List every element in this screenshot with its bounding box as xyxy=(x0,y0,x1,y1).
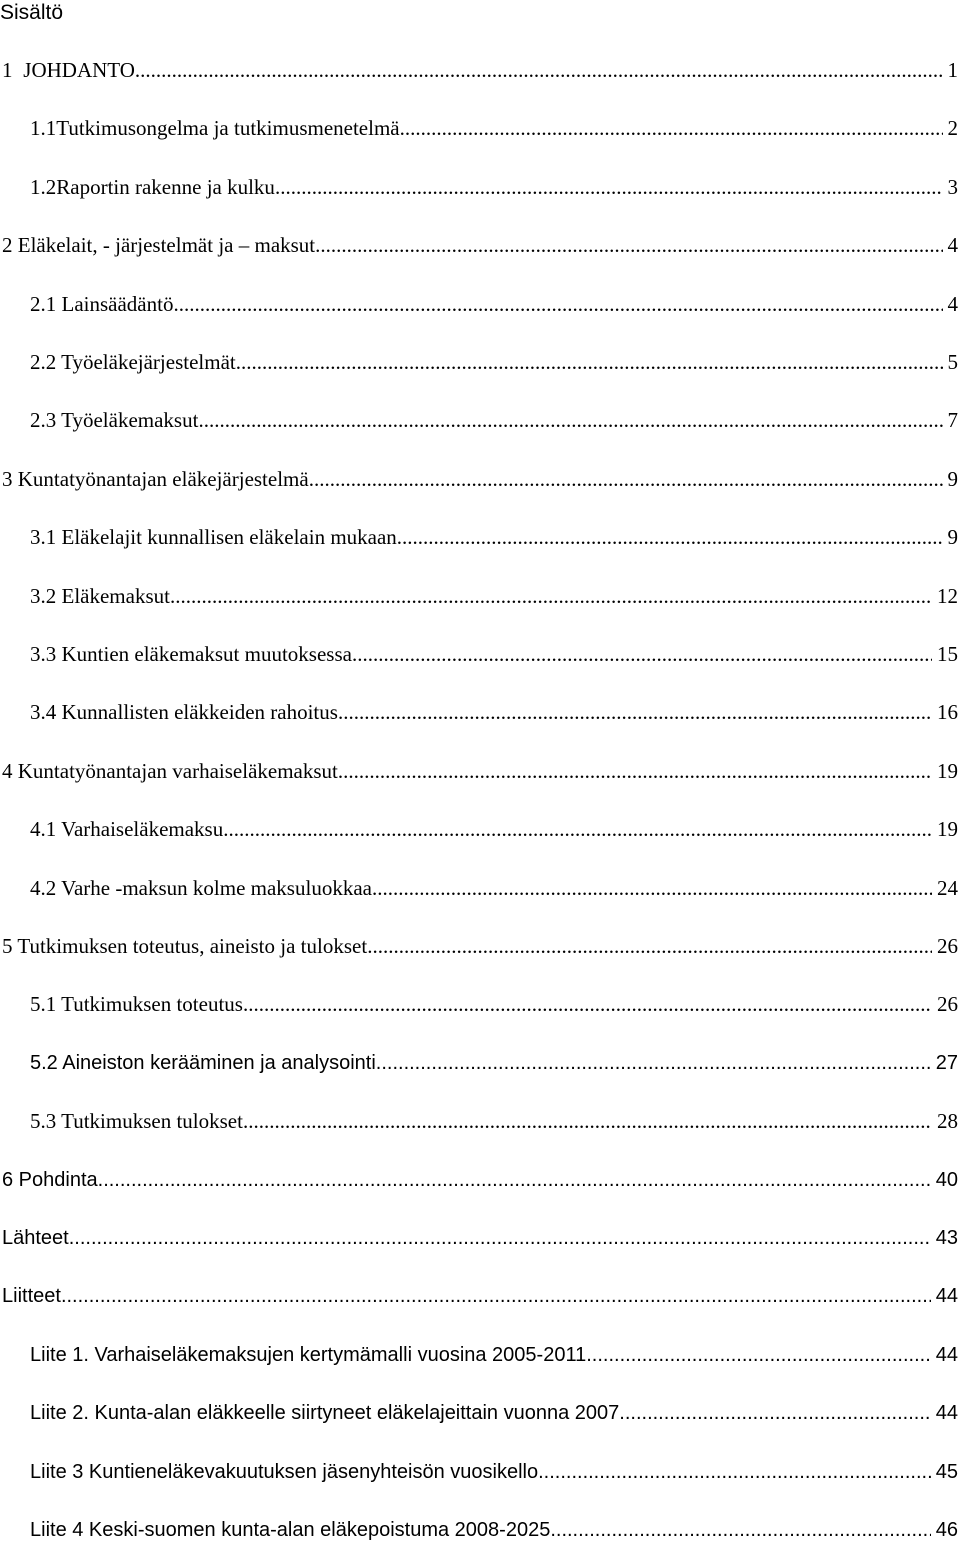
toc-entry-title: 3.4 Kunnallisten eläkkeiden rahoitus xyxy=(30,700,338,725)
toc-entry-page-number: 16 xyxy=(937,700,958,725)
toc-entry-page-number: 19 xyxy=(937,817,958,842)
toc-entry[interactable] xyxy=(30,290,958,318)
toc-entry-page-number: 15 xyxy=(937,642,958,666)
toc-leader-dots xyxy=(309,465,943,493)
toc-entry[interactable] xyxy=(30,173,958,201)
toc-leader-dots xyxy=(315,231,942,259)
toc-entry-title: 2.1 Lainsäädäntö xyxy=(30,291,174,316)
toc-entry-title: 3.1 Eläkelajit kunnallisen eläkelain mukaan xyxy=(30,525,397,550)
toc-entry-page-number: 40 xyxy=(935,1168,958,1191)
toc-leader-dots xyxy=(135,56,943,84)
toc-entry[interactable] xyxy=(30,1458,958,1486)
toc-leader-dots xyxy=(376,1049,931,1077)
toc-entry[interactable] xyxy=(30,114,958,142)
toc-entry[interactable] xyxy=(30,698,958,726)
toc-entry-page-number: 28 xyxy=(937,1109,958,1134)
toc-entry[interactable] xyxy=(2,932,958,960)
toc-entry-number: 1.2 xyxy=(30,174,57,199)
toc-entry-title: 3.3 Kuntien eläkemaksut muutoksessa xyxy=(30,642,352,666)
toc-entry[interactable] xyxy=(30,348,958,376)
toc-leader-dots xyxy=(372,874,932,902)
toc-entry-page-number: 4 xyxy=(947,233,958,258)
toc-entry-number: 1.1 xyxy=(30,116,57,141)
toc-leader-dots xyxy=(170,582,932,610)
toc-entry-title: 4.1 Varhaiseläkemaksu xyxy=(30,817,224,842)
toc-entry[interactable] xyxy=(30,1399,958,1427)
toc-entry[interactable] xyxy=(30,582,958,610)
toc-entry-title: 3 Kuntatyönantajan eläkejärjestelmä xyxy=(2,466,309,491)
toc-entry-title: 5.1 Tutkimuksen toteutus xyxy=(30,992,243,1017)
toc-entry-title: 2 Eläkelait, - järjestelmät ja – maksut xyxy=(2,233,316,258)
toc-entry-page-number: 4 xyxy=(947,291,958,316)
toc-entry[interactable] xyxy=(30,406,958,434)
toc-entry-page-number: 12 xyxy=(937,583,958,608)
toc-entry[interactable] xyxy=(30,1516,958,1544)
toc-entry[interactable] xyxy=(30,1107,958,1135)
toc-entry-page-number: 26 xyxy=(937,992,958,1017)
toc-entry-page-number: 43 xyxy=(935,1227,958,1249)
toc-entry-title: 4.2 Varhe -maksun kolme maksuluokkaa xyxy=(30,875,372,900)
toc-leader-dots xyxy=(275,173,943,201)
toc-entry-title: Liite 3 Kuntieneläkevakuutuksen jäsenyhteisön vuosikello xyxy=(30,1460,539,1483)
toc-entry-page-number: 5 xyxy=(947,350,958,374)
toc-entry[interactable] xyxy=(2,1224,958,1252)
toc-entry[interactable] xyxy=(2,56,958,84)
toc-leader-dots xyxy=(367,932,932,960)
toc-entry[interactable] xyxy=(30,874,958,902)
toc-entry-title: 3.2 Eläkemaksut xyxy=(30,583,170,608)
toc-entry-title: 5.2 Aineiston kerääminen ja analysointi xyxy=(30,1051,376,1074)
toc-entry-page-number: 45 xyxy=(935,1460,958,1483)
toc-entry-page-number: 24 xyxy=(937,875,958,900)
toc-entry-page-number: 44 xyxy=(935,1285,958,1308)
toc-leader-dots xyxy=(338,698,932,726)
toc-entry-page-number: 2 xyxy=(947,116,958,141)
toc-leader-dots xyxy=(223,815,932,843)
toc-entry[interactable] xyxy=(30,1049,958,1077)
toc-entry-title: 4 Kuntatyönantajan varhaiseläkemaksut xyxy=(2,758,338,783)
toc-entry[interactable] xyxy=(30,990,958,1018)
toc-entry[interactable] xyxy=(30,815,958,843)
toc-entry-page-number: 27 xyxy=(935,1051,958,1074)
toc-entry-page-number: 3 xyxy=(947,174,958,199)
toc-entry-number: 1 xyxy=(2,58,13,82)
toc-leader-dots xyxy=(69,1224,931,1252)
toc-leader-dots xyxy=(61,1282,931,1310)
toc-entry[interactable] xyxy=(30,1341,958,1369)
toc-entry-title: Liite 4 Keski-suomen kunta-alan eläkepoistuma 2008-2025 xyxy=(30,1519,551,1541)
toc-entry-title: 2.3 Työeläkemaksut xyxy=(30,408,199,433)
toc-leader-dots xyxy=(338,757,932,785)
toc-entry-page-number: 1 xyxy=(947,58,958,82)
toc-entry-page-number: 9 xyxy=(947,466,958,491)
toc-entry-title: Tutkimusongelma ja tutkimusmenetelmä xyxy=(56,116,400,141)
toc-leader-dots xyxy=(236,348,943,376)
toc-entry-page-number: 44 xyxy=(935,1343,958,1366)
toc-entry-title: Liitteet xyxy=(2,1285,61,1308)
toc-entry-title: Raportin rakenne ja kulku xyxy=(56,174,275,199)
toc-leader-dots xyxy=(619,1399,930,1427)
toc-entry-title: JOHDANTO xyxy=(23,58,135,82)
toc-entry-title: 2.2 Työeläkejärjestelmät xyxy=(30,350,236,374)
toc-entry-title: Liite 1. Varhaiseläkemaksujen kertymämalli vuosina 2005-2011 xyxy=(30,1343,587,1366)
toc-leader-dots xyxy=(243,990,932,1018)
toc-leader-dots xyxy=(352,640,932,668)
toc-entry-title: 5 Tutkimuksen toteutus, aineisto ja tulokset xyxy=(2,934,368,958)
toc-entry-title: Liite 2. Kunta-alan eläkkeelle siirtyneet eläkelajeittain vuonna 2007 xyxy=(30,1402,620,1425)
toc-entry[interactable] xyxy=(30,523,958,551)
toc-leader-dots xyxy=(98,1166,931,1194)
toc-entry[interactable] xyxy=(2,757,958,785)
toc-leader-dots xyxy=(198,406,942,434)
toc-entry[interactable] xyxy=(2,465,958,493)
toc-entry-page-number: 9 xyxy=(947,525,958,550)
toc-leader-dots xyxy=(173,290,942,318)
toc-entry[interactable] xyxy=(2,231,958,259)
toc-leader-dots xyxy=(400,114,943,142)
toc-entry-title: Lähteet xyxy=(2,1227,69,1249)
toc-entry[interactable] xyxy=(2,1282,958,1310)
toc-leader-dots xyxy=(586,1341,931,1369)
toc-entry[interactable] xyxy=(30,640,958,668)
toc-leader-dots xyxy=(397,523,943,551)
toc-entry-title: 6 Pohdinta xyxy=(2,1168,98,1191)
toc-entry-page-number: 46 xyxy=(935,1519,958,1541)
toc-heading: Sisältö xyxy=(0,1,64,24)
toc-entry-page-number: 44 xyxy=(935,1402,958,1425)
toc-entry-page-number: 19 xyxy=(937,758,958,783)
toc-leader-dots xyxy=(550,1516,930,1544)
toc-leader-dots xyxy=(243,1107,932,1135)
toc-entry[interactable] xyxy=(2,1166,958,1194)
toc-entry-title: 5.3 Tutkimuksen tulokset xyxy=(30,1109,243,1134)
toc-entry-page-number: 26 xyxy=(937,934,958,958)
toc-entry-page-number: 7 xyxy=(947,408,958,433)
toc-leader-dots xyxy=(538,1458,931,1486)
